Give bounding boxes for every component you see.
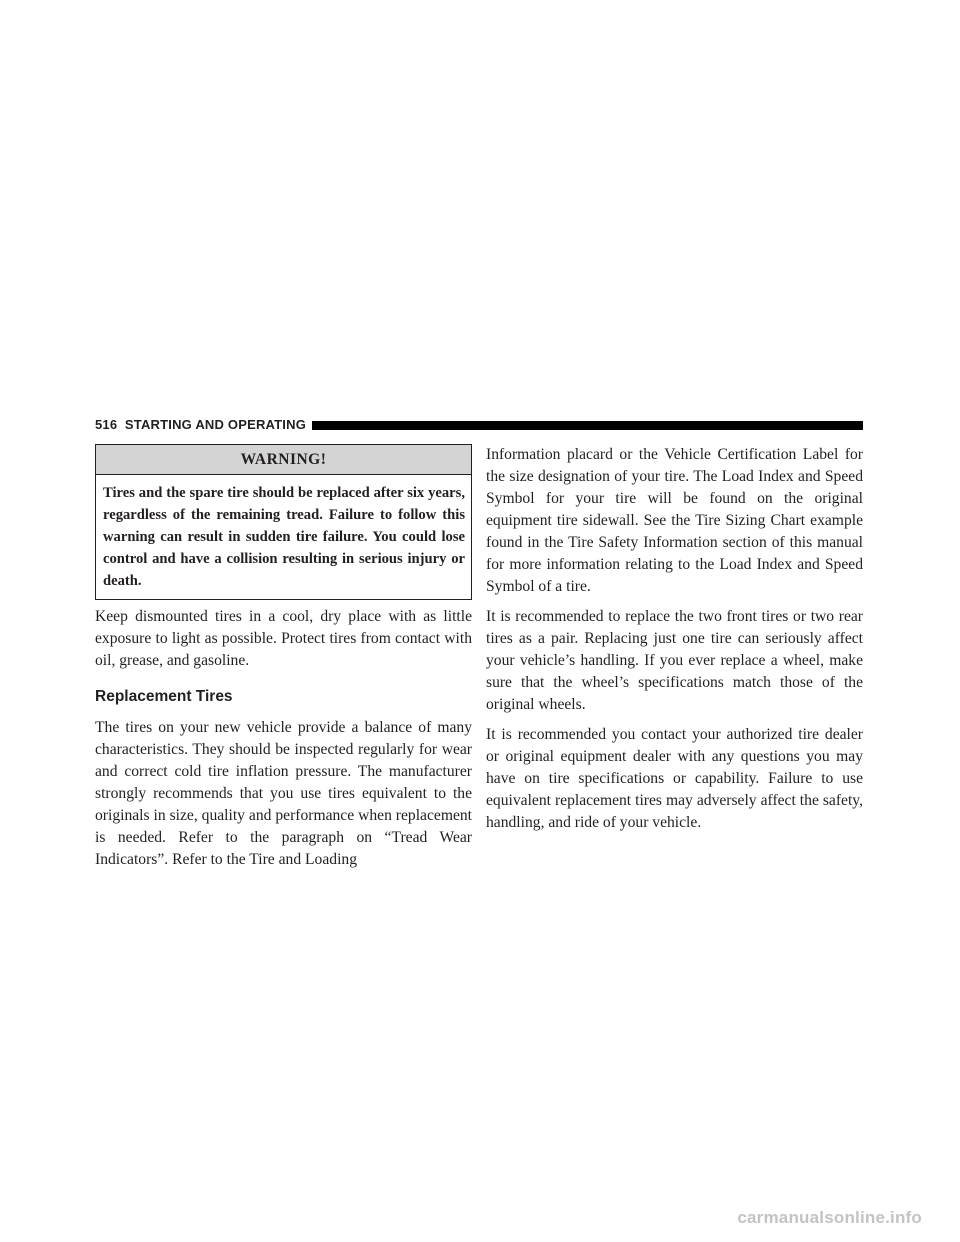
warning-title: WARNING! (96, 445, 471, 475)
dealer-contact-paragraph: It is recommended you contact your authorized tire dealer or original equipment dealer with any questions you may have on tire specifications or capability. Failure to use equivalent replacement tires may adversely affect the safety, handling, and ride of your vehicle. (486, 726, 863, 831)
warning-box (95, 444, 472, 600)
left-column (95, 444, 472, 879)
replacement-paragraph: The tires on your new vehicle provide a balance of many characteristics. They should be inspected regularly for wear and correct cold tire inflation pressure. The manufacturer strongly recommends that you use tires equivalent to the originals in size, quality and performance when replacement is needed. Refer to the paragraph on “Tread Wear Indicators”. Refer to the Tire and Loading (95, 719, 472, 868)
page-header-text (95, 418, 312, 432)
tire-info-paragraph: Information placard or the Vehicle Certification Label for the size designation of your tire. The Load Index and Speed Symbol for your tire will be found on the original equipment tire sidewall. See the Tire Sizing Chart example found in the Tire Safety Information section of this manual for more information relating to the Load Index and Speed Symbol of a tire. (486, 446, 863, 595)
page-header (95, 418, 863, 432)
section-title: STARTING AND OPERATING (124, 417, 307, 432)
storage-paragraph: Keep dismounted tires in a cool, dry place with as little exposure to light as possible. Protect tires from contact with oil, grease, and gasoline. (95, 608, 472, 669)
warning-body: Tires and the spare tire should be replaced after six years, regardless of the remaining tread. Failure to follow this warning can result in sudden tire failure. You could lose control and have a collision resulting in serious injury or death. (103, 485, 465, 589)
watermark: carmanualsonline.info (737, 1208, 922, 1227)
section-heading: Replacement Tires (95, 688, 233, 705)
header-rule (312, 421, 863, 430)
page-number: 516 (95, 417, 118, 432)
pair-replacement-paragraph: It is recommended to replace the two front tires or two rear tires as a pair. Replacing just one tire can seriously affect your vehicle’s handling. If you ever replace a wheel, make sure that the wheel’s specifications match those of the original wheels. (486, 608, 863, 713)
right-column (486, 444, 863, 842)
